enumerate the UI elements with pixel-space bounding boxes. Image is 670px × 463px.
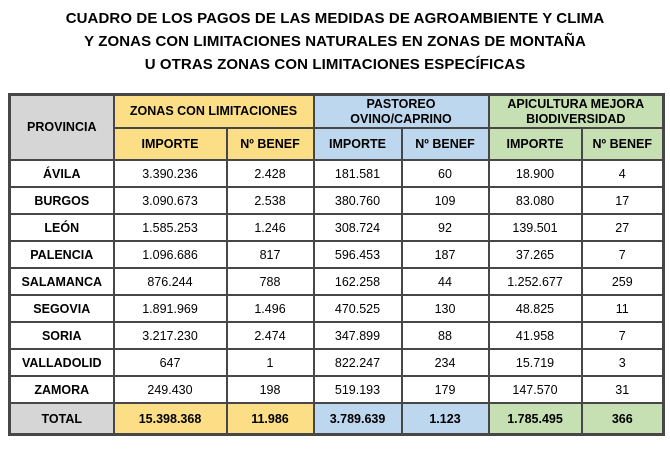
- title-line-2: Y ZONAS CON LIMITACIONES NATURALES EN ZONAS DE MONTAÑA: [84, 33, 586, 50]
- value-cell: 139.501: [489, 214, 582, 241]
- value-cell: 181.581: [314, 160, 402, 187]
- title-line-3: U OTRAS ZONAS CON LIMITACIONES ESPECÍFICAS: [144, 56, 526, 73]
- subheader-zonas-benef: Nº BENEF: [227, 128, 314, 160]
- value-cell: 3: [582, 349, 664, 376]
- value-cell: 2.538: [227, 187, 314, 214]
- group-header-pastoreo: PASTOREO OVINO/CAPRINO: [314, 95, 489, 129]
- title-line-1: CUADRO DE LOS PAGOS DE LAS MEDIDAS DE AGROAMBIENTE Y CLIMA: [65, 10, 605, 27]
- value-cell: 2.474: [227, 322, 314, 349]
- table-row-salamanca: [10, 268, 664, 295]
- province-cell: ÁVILA: [10, 160, 114, 187]
- value-cell: 2.428: [227, 160, 314, 187]
- value-cell: 60: [402, 160, 489, 187]
- province-cell: PALENCIA: [10, 241, 114, 268]
- total-value-cell: 11.986: [227, 403, 314, 435]
- province-cell: BURGOS: [10, 187, 114, 214]
- table-row-burgos: [10, 187, 664, 214]
- subheader-pastoreo-benef: Nº BENEF: [402, 128, 489, 160]
- table-row-zamora: [10, 376, 664, 403]
- value-cell: 7: [582, 322, 664, 349]
- province-cell: SALAMANCA: [10, 268, 114, 295]
- total-value-cell: 3.789.639: [314, 403, 402, 435]
- group-header-row: [10, 95, 664, 129]
- value-cell: 3.090.673: [114, 187, 227, 214]
- value-cell: 234: [402, 349, 489, 376]
- value-cell: 519.193: [314, 376, 402, 403]
- total-value-cell: 15.398.368: [114, 403, 227, 435]
- value-cell: 198: [227, 376, 314, 403]
- value-cell: 88: [402, 322, 489, 349]
- table-row-segovia: [10, 295, 664, 322]
- value-cell: 44: [402, 268, 489, 295]
- table-row-leon: [10, 214, 664, 241]
- value-cell: 1.891.969: [114, 295, 227, 322]
- value-cell: 788: [227, 268, 314, 295]
- value-cell: 187: [402, 241, 489, 268]
- payments-table: [8, 93, 665, 436]
- value-cell: 48.825: [489, 295, 582, 322]
- value-cell: 1.252.677: [489, 268, 582, 295]
- subheader-zonas-importe: IMPORTE: [114, 128, 227, 160]
- subheader-pastoreo-importe: IMPORTE: [314, 128, 402, 160]
- value-cell: 876.244: [114, 268, 227, 295]
- value-cell: 41.958: [489, 322, 582, 349]
- value-cell: 27: [582, 214, 664, 241]
- value-cell: 15.719: [489, 349, 582, 376]
- value-cell: 4: [582, 160, 664, 187]
- total-label-cell: TOTAL: [10, 403, 114, 435]
- column-header-provincia: PROVINCIA: [10, 95, 114, 161]
- value-cell: 308.724: [314, 214, 402, 241]
- value-cell: 1.585.253: [114, 214, 227, 241]
- province-cell: VALLADOLID: [10, 349, 114, 376]
- province-cell: SEGOVIA: [10, 295, 114, 322]
- value-cell: 162.258: [314, 268, 402, 295]
- value-cell: 249.430: [114, 376, 227, 403]
- value-cell: 7: [582, 241, 664, 268]
- value-cell: 470.525: [314, 295, 402, 322]
- page-title: [0, 0, 670, 76]
- table-row-avila: [10, 160, 664, 187]
- province-cell: SORIA: [10, 322, 114, 349]
- total-value-cell: 366: [582, 403, 664, 435]
- table-row-total: [10, 403, 664, 435]
- value-cell: 1.496: [227, 295, 314, 322]
- value-cell: 1.246: [227, 214, 314, 241]
- value-cell: 11: [582, 295, 664, 322]
- value-cell: 822.247: [314, 349, 402, 376]
- subheader-apicultura-benef: Nº BENEF: [582, 128, 664, 160]
- value-cell: 130: [402, 295, 489, 322]
- value-cell: 3.217.230: [114, 322, 227, 349]
- value-cell: 17: [582, 187, 664, 214]
- province-cell: ZAMORA: [10, 376, 114, 403]
- value-cell: 817: [227, 241, 314, 268]
- value-cell: 259: [582, 268, 664, 295]
- value-cell: 1: [227, 349, 314, 376]
- subheader-apicultura-importe: IMPORTE: [489, 128, 582, 160]
- value-cell: 31: [582, 376, 664, 403]
- group-header-apicultura: APICULTURA MEJORA BIODIVERSIDAD: [489, 95, 664, 129]
- value-cell: 179: [402, 376, 489, 403]
- value-cell: 37.265: [489, 241, 582, 268]
- value-cell: 380.760: [314, 187, 402, 214]
- group-header-zonas: ZONAS CON LIMITACIONES: [114, 95, 314, 129]
- value-cell: 92: [402, 214, 489, 241]
- table-row-soria: [10, 322, 664, 349]
- total-value-cell: 1.123: [402, 403, 489, 435]
- value-cell: 18.900: [489, 160, 582, 187]
- table-row-palencia: [10, 241, 664, 268]
- table-row-valladolid: [10, 349, 664, 376]
- total-value-cell: 1.785.495: [489, 403, 582, 435]
- value-cell: 3.390.236: [114, 160, 227, 187]
- value-cell: 647: [114, 349, 227, 376]
- value-cell: 147.570: [489, 376, 582, 403]
- province-cell: LEÓN: [10, 214, 114, 241]
- value-cell: 109: [402, 187, 489, 214]
- value-cell: 596.453: [314, 241, 402, 268]
- value-cell: 83.080: [489, 187, 582, 214]
- value-cell: 347.899: [314, 322, 402, 349]
- value-cell: 1.096.686: [114, 241, 227, 268]
